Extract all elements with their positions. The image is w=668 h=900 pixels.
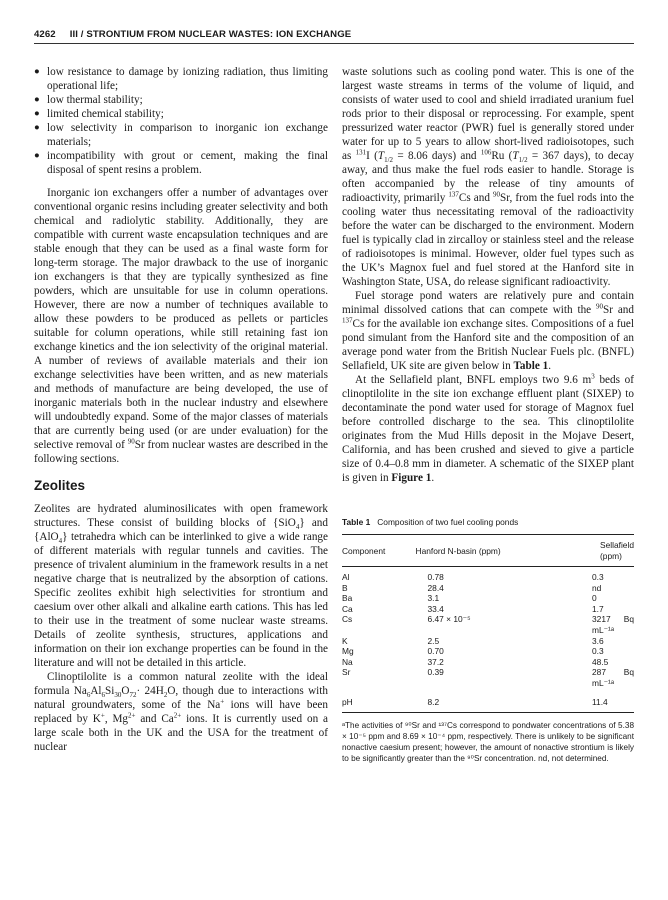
paragraph-sellafield: At the Sellafield plant, BNFL employs two 9.6 $m^3$ beds of clinoptilolite in the site ion exchange effluent plant (SIXEP) to decontaminate the pond water used for storage of Magnox fuel before controlled discharge to the sea. This clinoptilolite originates from the Mud Hills deposit in the Mojave Desert, California, and has been crushed and sieved to give a particle size of 0.4–0.8 mm in diameter. A schematic of the SIXEP plant is given in Figure 1. [342, 372, 635, 484]
paragraph-pond-waters: Fuel storage pond waters are relatively pure and contain minimal dissolved cations that can compete with the $^{90}$Sr and $^{137}$Cs for the available ion exchange sites. Compositions of a fuel pond simulant from the Hanford site and the composition of an average pond water from the British Nuclear Fuels plc. (BNFL) Sellafield, UK site are given below in Table 1. [342, 290, 634, 372]
drawbacks-list [34, 65, 328, 177]
list-item: ● low thermal stability; [34, 93, 328, 107]
table-row: K 2.5 3.6 [342, 635, 604, 646]
paragraph-clinoptilolite: Clinoptilolite is a common natural zeolite with the ideal formula $Na_6Al_6Si_{30}O_{72}\cdot 24H_2O$, though due to interactions with natural groundwaters, some of the Na+ ions will have been replaced by K+, $Mg^{2+}$ and $Ca^{2+}$ ions. It is currently used on a large scale both in the UK and the USA for the treatment of nuclear [34, 671, 328, 753]
paragraph-zeolites: Zeolites are hydrated aluminosilicates with open framework structures. These consist of building blocks of {SiO$_4$} and {AlO$_4$} tetrahedra which can be interlinked to give a wide range of different materials with regular tunnels and cavities. The presence of trivalent aluminium in the framework results in a net negative charge that is neutralized by the absorption of cations. Specific zeolites exhibit high selectivities for strontium and caesium over other alkali and alkaline earth cations. This has led to their use in the treatment of some nuclear waste streams. Details of zeolite synthesis, structures, applications and information on their ion exchange properties can be found in the literature and will not be detailed in this article. [34, 503, 328, 669]
page-number: 4262 [34, 29, 56, 40]
figure-reference: Figure 1 [391, 472, 432, 484]
column-header: Sellafield (ppm) [544, 535, 634, 567]
table-row: Na 37.2 48.5 [342, 656, 609, 667]
header-rule [34, 43, 634, 44]
section-heading-zeolites: Zeolites [34, 478, 86, 493]
list-item: ● limited chemical stability; [34, 107, 328, 121]
table-header-row [342, 535, 634, 567]
paragraph-cooling-ponds: waste solutions such as cooling pond water. This is one of the largest waste streams in terms of the volume of liquid, and consists of water used to cool and shield irradiated uranium fuel rods prior to their disposal or reprocessing. For example, spent pressurized water reactor (PWR) fuel is generally stored under water for up to 5 years to allow short-lived radioisotopes, such as $^{131}$I ($T_{1/2} = 8.06$ days) and $^{106}$Ru ($T_{1/2} = 367$ days), to decay away, and thus make the fuel rods easier to handle. Storage is often accompanied by the release of tiny amounts of radioactivity, primarily $^{137}$Cs and $^{90}$Sr, from the fuel rods into the cooling water thus necessitating removal of the radioactivity before the water can be discharged to the environment. Modern fuel is typically clad in zircalloy or stainless steel and the release of radioisotopes is minimal. However, older fuel types such as the UK’s Magnox fuel and fuel stored at the Hanford site in Washington State, USA, do release significant radioactivity. [342, 66, 635, 288]
table-caption [342, 517, 634, 528]
table-1 [342, 517, 634, 764]
table-row: pH 8.2 11.4 [342, 689, 634, 713]
composition-table [342, 534, 634, 713]
table-caption-text: Composition of two fuel cooling ponds [377, 517, 519, 527]
table-row: Al 0.78 0.3 [342, 572, 604, 582]
list-item: ● incompatibility with grout or cement, making the final disposal of spent resins a problem. [34, 149, 328, 177]
running-header [34, 29, 634, 40]
table-row: Ca 33.4 1.7 [342, 603, 604, 614]
left-column [34, 65, 328, 754]
table-row: B 28.4 nd [342, 582, 602, 593]
list-item: ● low selectivity in comparison to inorganic ion exchange materials; [34, 121, 328, 149]
table-row: Mg 0.70 0.3 [342, 646, 604, 657]
table-row: Ba 3.1 0 [342, 593, 597, 604]
list-item: ● low resistance to damage by ionizing radiation, thus limiting operational life; [34, 65, 328, 93]
column-header: Component [342, 535, 416, 567]
table-reference: Table 1 [513, 360, 549, 372]
table-row: Cs 6.47 × 10⁻⁵ 3217 Bq mL⁻¹ᵃ [342, 614, 634, 635]
table-footnote: ᵃThe activities of ⁹⁰Sr and ¹³⁷Cs correspond to pondwater concentrations of 5.38 × 10⁻⁵ ppm and 8.69 × 10⁻⁴ ppm, respectively. There is unlikely to be significant nonactive caesium present; however, the amount of nonactive strontium is likely to be significantly greater than the ⁹⁰Sr concentration. nd, not determined. [342, 721, 634, 764]
running-title: III / STRONTIUM FROM NUCLEAR WASTES: ION EXCHANGE [69, 29, 352, 40]
column-header: Hanford N-basin (ppm) [416, 535, 544, 567]
table-row: Sr 0.39 287 Bq mL⁻¹ᵃ [342, 667, 634, 688]
paragraph-inorganic-exchangers: Inorganic ion exchangers offer a number of advantages over conventional organic resins including greater selectivity and both chemical and radiolytic stability. Additionally, they are compatible with current waste encapsulation techniques and are stable enough that they can be used as a final waste form for long-term storage. The major drawback to the use of inorganic ion exchangers is that they are typically synthesized as fine powders, which are unsuitable for use in column operations. However, there are now a number of techniques available to allow these powders to be produced as pellets or particles suitable for column operations, while still retaining fast ion exchange kinetics and the ion selectivity of the original material. A number of reviews of available materials and their ion exchange selectivities have been written, and as new materials and methods of manufacture are being developed, the use of inorganic materials both in the nuclear industry and elsewhere will undoubtedly expand. Some of the major classes of materials that are currently being used (or are under evaluation) for the selective removal of $^{90}$Sr from nuclear wastes are described in the following sections. [34, 187, 329, 465]
table-label: Table 1 [342, 517, 371, 527]
right-column [342, 65, 634, 764]
